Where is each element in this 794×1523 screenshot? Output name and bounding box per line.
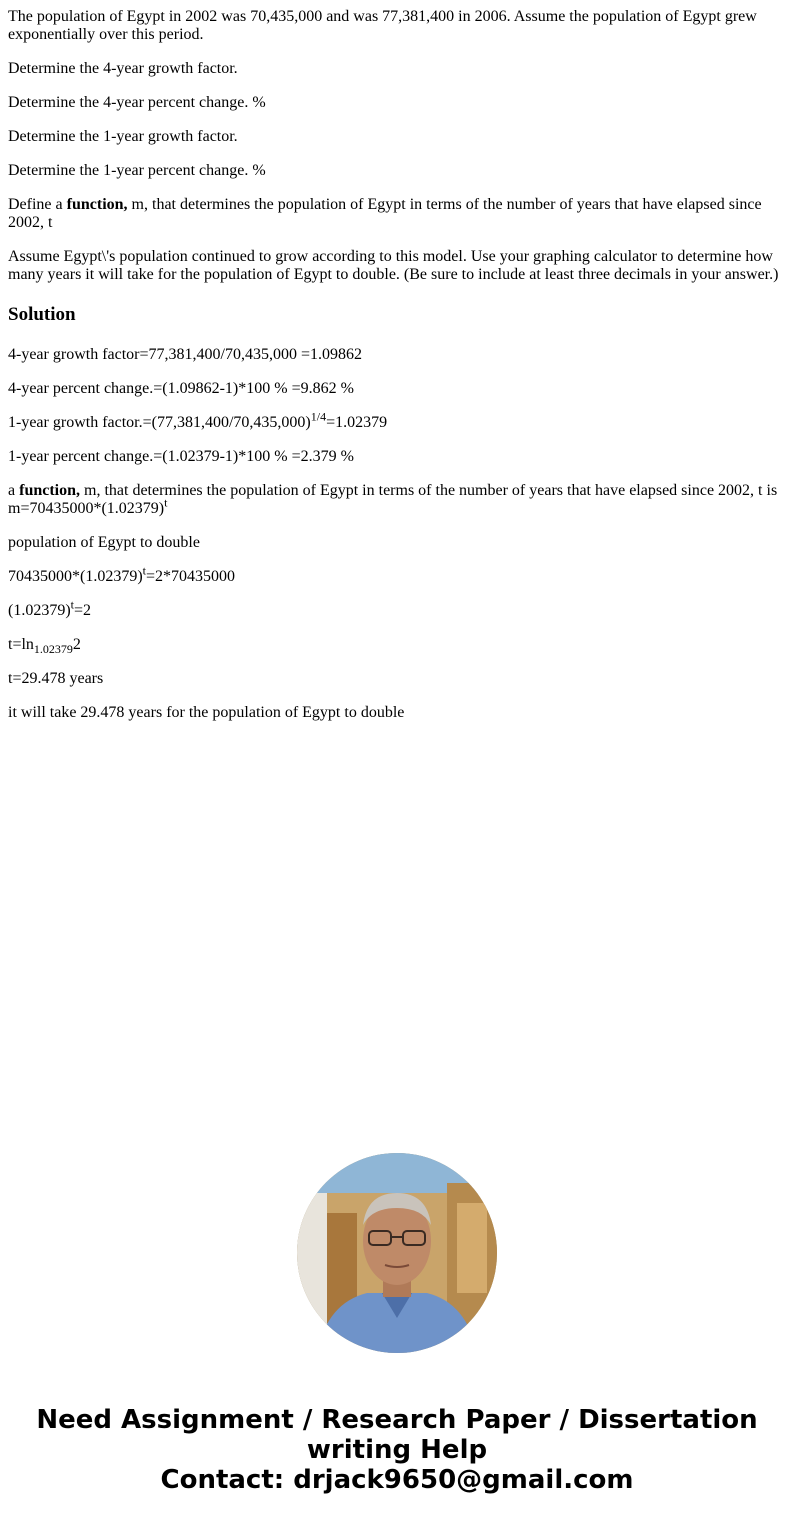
question-4yr-percent-change: Determine the 4-year percent change. % <box>8 94 266 111</box>
question-define-function <box>8 196 786 232</box>
a8-base: (1.02379) <box>8 602 71 619</box>
a3-exponent: 1/4 <box>310 409 327 424</box>
q5-prefix: Define a <box>8 196 67 213</box>
a3-result: =1.02379 <box>326 414 388 431</box>
a9-rest: 2 <box>72 636 81 653</box>
a9-base: t=ln <box>8 636 34 653</box>
a9-subscript: 1.02379 <box>33 642 73 657</box>
q5-bold: function, <box>66 196 128 213</box>
answer-double-label: population of Egypt to double <box>8 534 200 551</box>
a5-formula-base: m=70435000*(1.02379) <box>8 500 165 517</box>
promo-contact-line: Contact: drjack9650@gmail.com <box>160 1465 634 1495</box>
a8-exponent: t <box>70 597 74 612</box>
a7-exponent: t <box>142 563 146 578</box>
answer-4yr-growth-factor: 4-year growth factor=77,381,400/70,435,000 =1.09862 <box>8 346 362 363</box>
a5-prefix: a <box>8 482 20 499</box>
promo-line-2: writing Help <box>306 1435 488 1465</box>
promo-banner <box>0 1405 794 1495</box>
answer-log-equation <box>8 636 786 657</box>
solution-heading: Solution <box>8 304 76 325</box>
a7-rest: =2*70435000 <box>146 568 236 585</box>
document-content <box>8 8 786 738</box>
a5-bold: function, <box>19 482 81 499</box>
answer-double-equation <box>8 563 786 586</box>
author-portrait-image <box>297 1153 497 1353</box>
question-intro: The population of Egypt in 2002 was 70,435,000 and was 77,381,400 in 2006. Assume the population of Egypt grew exponentially over this period. <box>8 8 757 43</box>
question-1yr-growth-factor: Determine the 1-year growth factor. <box>8 128 238 145</box>
answer-4yr-percent-change: 4-year percent change.=(1.09862-1)*100 % =9.862 % <box>8 380 354 397</box>
question-4yr-growth-factor: Determine the 4-year growth factor. <box>8 60 238 77</box>
answer-conclusion: it will take 29.478 years for the population of Egypt to double <box>8 704 405 721</box>
question-doubling-time: Assume Egypt\'s population continued to grow according to this model. Use your graphing calculator to determine how many years it will take for the population of Egypt to double. (Be sure to include at least three decimals in your answer.) <box>8 248 779 283</box>
promo-line-1: Need Assignment / Research Paper / Dissertation <box>36 1405 758 1435</box>
a5-formula-exponent: t <box>164 495 168 510</box>
answer-years-result: t=29.478 years <box>8 670 104 687</box>
answer-1yr-percent-change: 1-year percent change.=(1.02379-1)*100 % =2.379 % <box>8 448 354 465</box>
question-1yr-percent-change: Determine the 1-year percent change. % <box>8 162 266 179</box>
a8-rest: =2 <box>74 602 92 619</box>
a7-base: 70435000*(1.02379) <box>8 568 143 585</box>
a3-base: 1-year growth factor.=(77,381,400/70,435,000) <box>8 414 311 431</box>
q5-suffix: m, that determines the population of Egypt in terms of the number of years that have elapsed since 2002, t <box>8 196 762 231</box>
a5-suffix: m, that determines the population of Egypt in terms of the number of years that have elapsed since 2002, t is <box>80 482 778 499</box>
author-avatar <box>297 1153 497 1353</box>
answer-1yr-growth-factor <box>8 409 786 432</box>
answer-simplified-equation <box>8 597 786 620</box>
answer-function-definition <box>8 482 786 518</box>
